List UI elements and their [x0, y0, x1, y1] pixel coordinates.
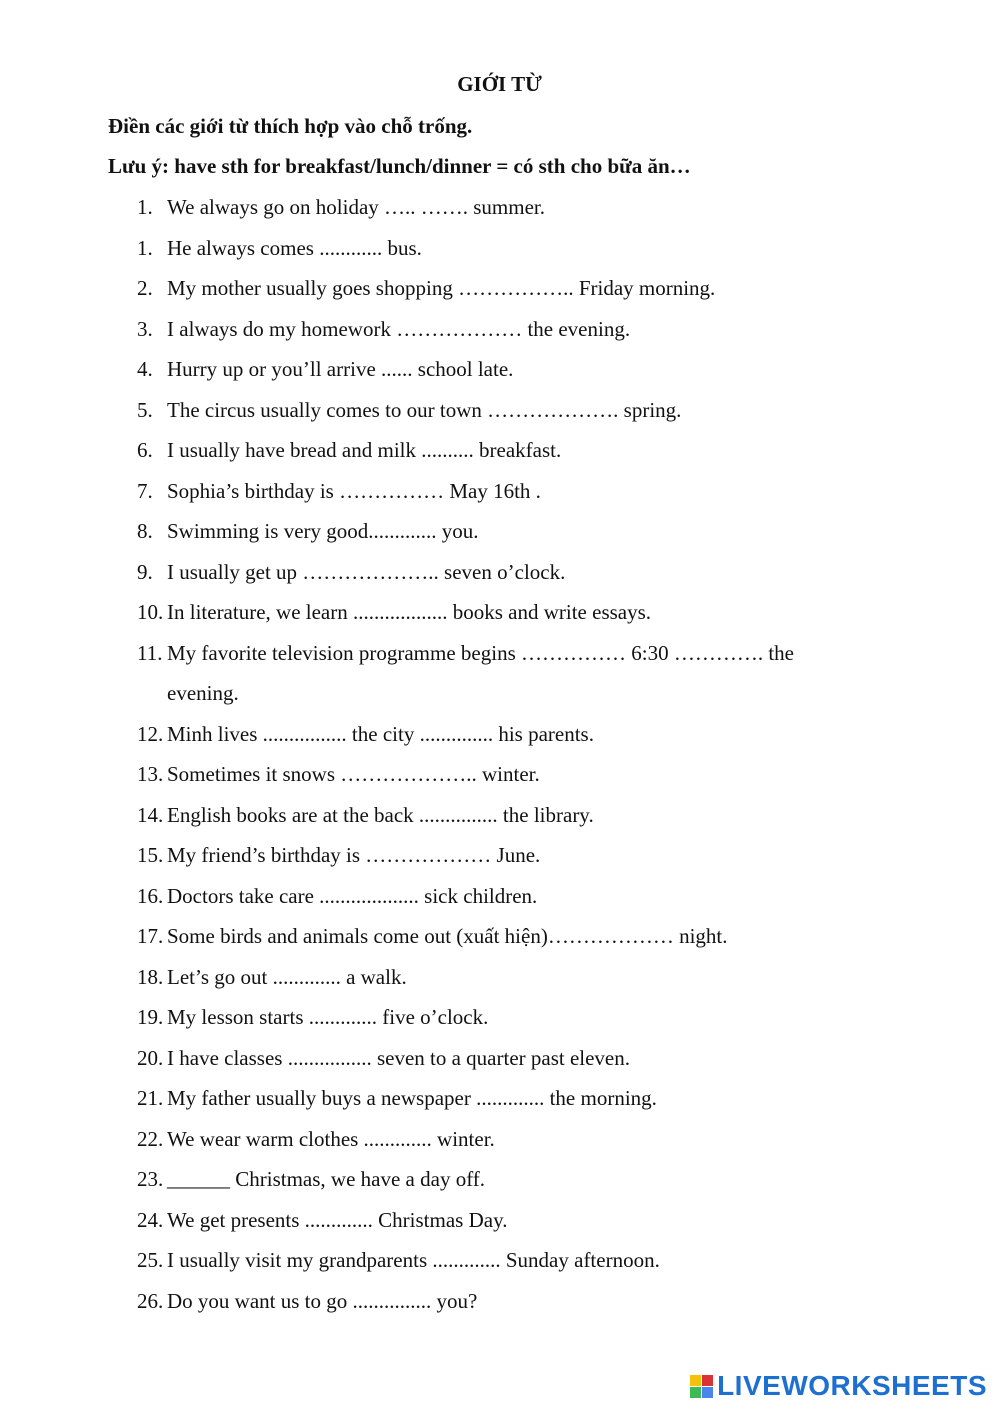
note-text: Lưu ý: have sth for breakfast/lunch/dinner = có sth cho bữa ăn… — [108, 154, 691, 178]
item-text: The circus usually comes to our town ………………. spring. — [167, 397, 682, 422]
item-number: 15. — [137, 843, 164, 867]
exercise-item — [0, 1289, 999, 1330]
item-number: 26. — [137, 1288, 164, 1313]
item-number: 2. — [137, 276, 153, 300]
item-number: 5. — [137, 397, 153, 422]
exercise-item — [0, 1046, 999, 1087]
brand-name: LIVEWORKSHEETS — [717, 1370, 987, 1401]
item-text: Hurry up or you’ll arrive ...... school late. — [167, 357, 514, 381]
exercise-item — [0, 438, 999, 479]
item-number: 8. — [137, 519, 153, 543]
exercise-item — [0, 722, 999, 763]
item-number: 6. — [137, 438, 153, 462]
item-number: 17. — [137, 924, 164, 948]
item-text-continuation: evening. — [167, 681, 239, 705]
item-number: 1. — [137, 235, 153, 260]
item-text: We wear warm clothes ............. winter. — [167, 1126, 495, 1151]
item-number: 11. — [137, 640, 163, 665]
item-text: ______ Christmas, we have a day off. — [167, 1167, 486, 1191]
exercise-item — [0, 965, 999, 1006]
item-text: In literature, we learn .................. books and write essays. — [167, 600, 652, 624]
item-number: 24. — [137, 1207, 164, 1232]
item-text: English books are at the back ............... the library. — [167, 802, 594, 827]
exercise-item — [0, 1127, 999, 1168]
item-number: 19. — [137, 1005, 164, 1029]
item-number: 25. — [137, 1248, 164, 1272]
item-text: Some birds and animals come out (xuất hiện)……………… night. — [167, 924, 728, 948]
item-number: 14. — [137, 802, 164, 827]
exercise-item — [0, 762, 999, 803]
logo-block — [702, 1387, 713, 1398]
item-text: I always do my homework ……………… the evening. — [167, 316, 631, 341]
exercise-item — [0, 641, 999, 682]
item-text: Doctors take care ................... sick children. — [167, 883, 538, 908]
exercise-item — [0, 600, 999, 641]
exercise-item — [0, 884, 999, 925]
item-number: 9. — [137, 559, 153, 584]
item-text: Let’s go out ............. a walk. — [167, 964, 407, 989]
exercise-item — [0, 195, 999, 236]
item-number: 12. — [137, 721, 164, 746]
exercise-item — [0, 924, 999, 965]
exercise-item — [0, 479, 999, 520]
exercise-item — [0, 398, 999, 439]
logo-block — [702, 1375, 713, 1386]
item-text: My friend’s birthday is ……………… June. — [167, 843, 541, 867]
item-text: My lesson starts ............. five o’clock. — [167, 1005, 489, 1029]
item-text: I usually have bread and milk .......... breakfast. — [167, 438, 562, 462]
item-number: 3. — [137, 316, 153, 341]
item-number: 10. — [137, 600, 164, 624]
exercise-item — [0, 843, 999, 884]
item-number: 22. — [137, 1126, 164, 1151]
item-text: I usually visit my grandparents ............. Sunday afternoon. — [167, 1248, 660, 1272]
item-number: 13. — [137, 762, 164, 786]
item-text: Do you want us to go ............... you? — [167, 1288, 478, 1313]
page-title: GIỚI TỪ — [457, 72, 542, 96]
item-text: Minh lives ................ the city .............. his parents. — [167, 721, 594, 746]
item-number: 23. — [137, 1167, 164, 1191]
item-text: My favorite television programme begins …………… 6:30 …………. the — [167, 640, 794, 665]
item-number: 20. — [137, 1045, 164, 1070]
logo-blocks-icon — [690, 1375, 713, 1398]
item-text: My mother usually goes shopping …………….. Friday morning. — [167, 276, 716, 300]
exercise-item — [0, 519, 999, 560]
instruction-text: Điền các giới từ thích hợp vào chỗ trống. — [108, 114, 473, 138]
item-number: 4. — [137, 357, 153, 381]
item-text: Sophia’s birthday is …………… May 16th . — [167, 478, 541, 503]
exercise-item — [0, 803, 999, 844]
exercise-item — [0, 317, 999, 358]
item-number: 21. — [137, 1086, 164, 1110]
exercise-item — [0, 236, 999, 277]
liveworksheets-logo — [690, 1370, 987, 1402]
item-text: He always comes ............ bus. — [167, 235, 422, 260]
exercise-item — [0, 1167, 999, 1208]
item-number: 1. — [137, 195, 153, 219]
exercise-item — [0, 276, 999, 317]
logo-block — [690, 1387, 701, 1398]
logo-block — [690, 1375, 701, 1386]
item-text: We always go on holiday ….. ……. summer. — [167, 195, 546, 219]
exercise-item — [0, 560, 999, 601]
item-text: My father usually buys a newspaper ............. the morning. — [167, 1086, 657, 1110]
exercise-item-continuation — [0, 681, 999, 722]
exercise-item — [0, 1086, 999, 1127]
exercise-item — [0, 1248, 999, 1289]
item-text: We get presents ............. Christmas Day. — [167, 1207, 508, 1232]
exercise-item — [0, 1208, 999, 1249]
item-text: Swimming is very good............. you. — [167, 519, 479, 543]
item-number: 7. — [137, 478, 153, 503]
exercise-item — [0, 357, 999, 398]
item-number: 18. — [137, 964, 164, 989]
item-text: Sometimes it snows ……………….. winter. — [167, 762, 540, 786]
exercise-list — [0, 195, 999, 1329]
item-text: I have classes ................ seven to a quarter past eleven. — [167, 1045, 631, 1070]
item-number: 16. — [137, 883, 164, 908]
exercise-item — [0, 1005, 999, 1046]
item-text: I usually get up ……………….. seven o’clock. — [167, 559, 566, 584]
